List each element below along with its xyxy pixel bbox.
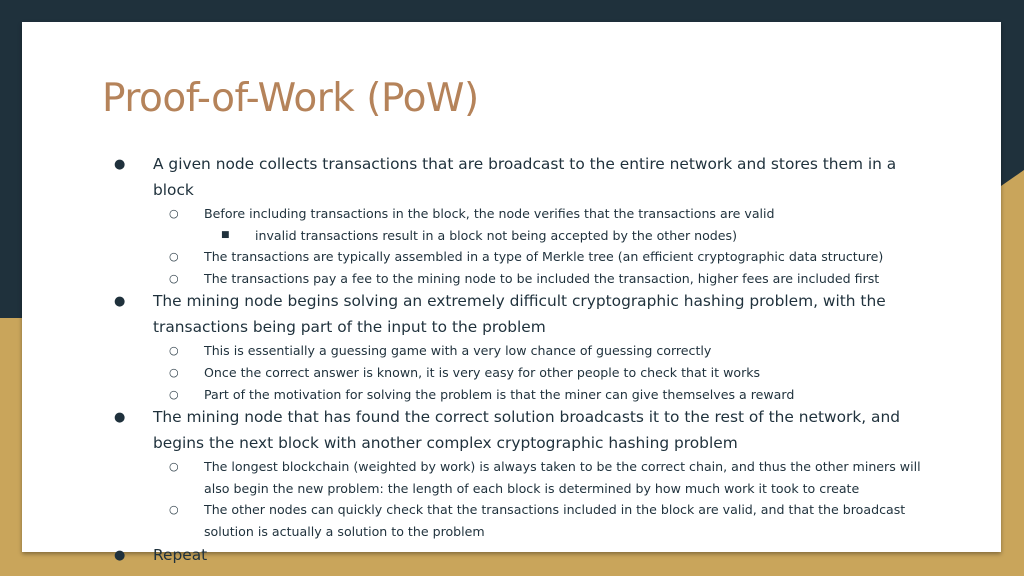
bullet-text: Before including transactions in the block, the node verifies that the transactions are valid xyxy=(204,206,775,221)
bullet-item xyxy=(22,203,1001,225)
square-bullet-icon: ■ xyxy=(221,229,230,240)
bullet-text: Part of the motivation for solving the problem is that the miner can give themselves a reward xyxy=(204,386,795,402)
hollow-circle-bullet-icon: ○ xyxy=(169,365,179,379)
bullet-item xyxy=(22,246,1001,268)
hollow-circle-bullet-icon: ○ xyxy=(169,250,179,264)
bullet-text: The longest blockchain (weighted by work) is always taken to be the correct chain, and thus the other miners will also begin the new problem: the length of each block is determined by how much work it took to create xyxy=(204,459,921,496)
hollow-circle-bullet-icon: ○ xyxy=(169,460,179,474)
slide-title: Proof-of-Work (PoW) xyxy=(102,76,479,121)
bullet-item xyxy=(22,362,1001,384)
bullet-text: invalid transactions result in a block not being accepted by the other nodes) xyxy=(255,227,738,243)
bullet-item xyxy=(22,152,1001,203)
filled-circle-bullet-icon: ● xyxy=(114,157,126,172)
bullet-item xyxy=(22,456,1001,499)
bullet-item xyxy=(22,499,1001,542)
bullet-item xyxy=(22,340,1001,362)
bullet-text: Repeat xyxy=(153,545,208,564)
bullet-list xyxy=(22,152,1001,568)
filled-circle-bullet-icon: ● xyxy=(114,294,126,310)
bullet-item xyxy=(22,384,1001,406)
bullet-text: The transactions are typically assembled in a type of Merkle tree (an efficient cryptographic data structure) xyxy=(204,249,884,265)
bullet-item xyxy=(22,405,1001,456)
slide-card xyxy=(22,22,1001,564)
hollow-circle-bullet-icon: ○ xyxy=(169,387,179,401)
bullet-item xyxy=(22,268,1001,290)
bullet-text: The mining node begins solving an extremely difficult cryptographic hashing problem, with the transactions being part of the input to the problem xyxy=(153,292,886,336)
hollow-circle-bullet-icon: ○ xyxy=(169,207,179,220)
bullet-text: The other nodes can quickly check that the transactions included in the block are valid, and that the broadcast solution is actually a solution to the problem xyxy=(204,502,906,539)
hollow-circle-bullet-icon: ○ xyxy=(169,503,179,517)
bullet-text: The mining node that has found the correct solution broadcasts it to the rest of the network, and begins the next block with another complex cryptographic hashing problem xyxy=(153,408,901,452)
filled-circle-bullet-icon: ● xyxy=(114,547,126,563)
bullet-item xyxy=(22,543,1001,569)
filled-circle-bullet-icon: ● xyxy=(114,410,126,426)
bullet-text: The transactions pay a fee to the mining node to be included the transaction, higher fees are included first xyxy=(204,270,880,286)
bullet-text: A given node collects transactions that are broadcast to the entire network and stores them in a block xyxy=(153,155,897,199)
bullet-item xyxy=(22,225,1001,247)
bullet-text: This is essentially a guessing game with a very low chance of guessing correctly xyxy=(204,343,712,359)
hollow-circle-bullet-icon: ○ xyxy=(169,344,179,358)
hollow-circle-bullet-icon: ○ xyxy=(169,271,179,285)
bullet-text: Once the correct answer is known, it is very easy for other people to check that it works xyxy=(204,364,761,380)
bullet-item xyxy=(22,289,1001,340)
